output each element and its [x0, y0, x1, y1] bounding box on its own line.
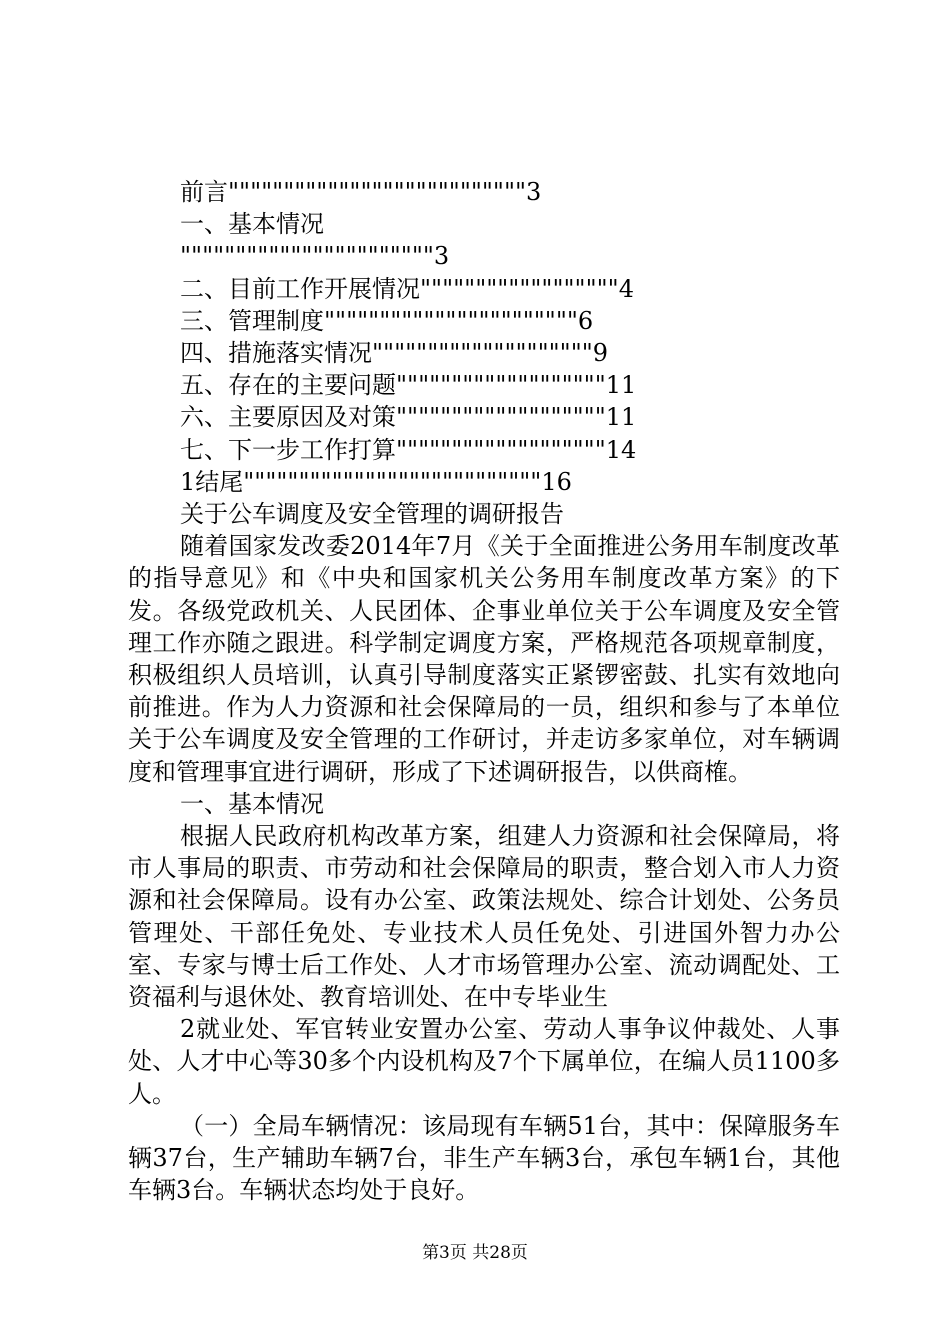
toc-entry-management-system: 三、管理制度"""""""""""""""""""""""6	[180, 306, 594, 335]
intro-paragraph: 随着国家发改委2014年7月《关于全面推进公务用车制度改革的指导意见》和《中央和国家机关公务用车制度改革方案》的下发。各级党政机关、人民团体、企事业单位关于公车调度及安全管理工作亦随之跟进。科学制定调度方案，严格规范各项规章制度，积极组织人员培训，认真引导制度落实正紧锣密鼓、扎实有效地向前推进。作为人力资源和社会保障局的一员，组织和参与了本单位关于公车调度及安全管理的工作研讨，并走访多家单位，对车辆调度和管理事宜进行调研，形成了下述调研报告，以供商榷。	[128, 532, 840, 786]
toc-entry-basic-situation: 一、基本情况	[180, 210, 324, 239]
toc-entry-ending: 1结尾"""""""""""""""""""""""""""16	[180, 467, 572, 496]
page-footer: 第3页 共28页	[422, 1243, 528, 1263]
organization-continuation-paragraph: 2就业处、军官转业安置办公室、劳动人事争议仲裁处、人事处、人才中心等30多个内设机构及7个下属单位，在编人员1100多人。	[128, 1015, 840, 1108]
toc-entry-basic-situation-page: """""""""""""""""""""""3	[180, 242, 450, 271]
toc-entry-measures: 四、措施落实情况""""""""""""""""""""9	[180, 339, 609, 368]
toc-entry-next-steps: 七、下一步工作打算"""""""""""""""""""14	[180, 435, 637, 464]
toc-entry-current-work: 二、目前工作开展情况""""""""""""""""""4	[180, 274, 634, 303]
toc-entry-preface: 前言"""""""""""""""""""""""""""3	[180, 178, 542, 206]
organization-paragraph: 根据人民政府机构改革方案，组建人力资源和社会保障局，将市人事局的职责、市劳动和社会保障局的职责，整合划入市人力资源和社会保障局。设有办公室、政策法规处、综合计划处、公务员管理处、干部任免处、专业技术人员任免处、引进国外智力办公室、专家与博士后工作处、人才市场管理办公室、流动调配处、工资福利与退休处、教育培训处、在中专毕业生	[128, 822, 840, 1012]
toc-entry-causes-countermeasures: 六、主要原因及对策"""""""""""""""""""11	[180, 403, 637, 432]
toc-entry-main-problems: 五、存在的主要问题"""""""""""""""""""11	[180, 371, 637, 400]
document-body	[128, 176, 840, 1207]
report-title: 关于公车调度及安全管理的调研报告	[180, 500, 564, 529]
vehicles-paragraph: （一）全局车辆情况：该局现有车辆51台，其中：保障服务车辆37台，生产辅助车辆7台，非生产车辆3台，承包车辆1台，其他车辆3台。车辆状态均处于良好。	[128, 1111, 840, 1205]
section-heading-basic-situation: 一、基本情况	[180, 789, 324, 818]
